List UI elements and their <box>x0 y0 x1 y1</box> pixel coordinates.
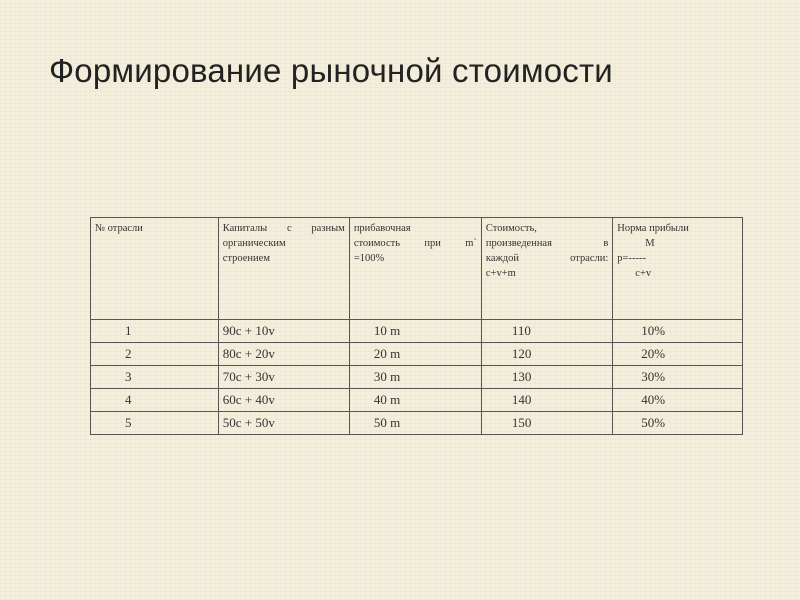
header-capital-line-2: органическим <box>222 238 286 249</box>
header-produced-line-3: каждой отрасли: <box>485 253 609 264</box>
table-row <box>91 412 743 435</box>
cell-surplus: 20 m <box>349 343 481 366</box>
table-header-row <box>91 218 743 320</box>
header-capital <box>218 218 349 320</box>
cell-capital: 70c + 30v <box>218 366 349 389</box>
header-produced-line-1: Стоимость, <box>485 223 537 234</box>
header-capital-line-3: строением <box>222 253 270 264</box>
header-industry-number-text: № отрасли <box>95 223 143 234</box>
cell-cost: 110 <box>481 320 612 343</box>
table-row <box>91 366 743 389</box>
cell-capital: 60c + 40v <box>218 389 349 412</box>
cell-profit-rate: 30% <box>613 366 743 389</box>
cell-cost: 130 <box>481 366 612 389</box>
cell-cost: 140 <box>481 389 612 412</box>
cell-industry-number: 4 <box>91 389 219 412</box>
header-surplus-line-3: =100% <box>353 253 385 264</box>
header-profit-rate <box>613 218 743 320</box>
cell-profit-rate: 40% <box>613 389 743 412</box>
cell-capital: 90c + 10v <box>218 320 349 343</box>
header-surplus-value <box>349 218 481 320</box>
cell-surplus: 40 m <box>349 389 481 412</box>
cell-capital: 80c + 20v <box>218 343 349 366</box>
header-rate-line-4: c+v <box>635 268 652 279</box>
cell-industry-number: 5 <box>91 412 219 435</box>
header-produced-line-4: c+v+m <box>485 268 516 279</box>
cell-cost: 120 <box>481 343 612 366</box>
cell-capital: 50c + 50v <box>218 412 349 435</box>
table-row <box>91 343 743 366</box>
cell-profit-rate: 50% <box>613 412 743 435</box>
cell-surplus: 30 m <box>349 366 481 389</box>
table-row <box>91 320 743 343</box>
cell-surplus: 10 m <box>349 320 481 343</box>
header-rate-line-3: p=----- <box>617 253 646 264</box>
header-capital-line-1: Капиталы с разным <box>222 223 345 234</box>
table-row <box>91 389 743 412</box>
header-rate-line-1: Норма прибыли <box>617 223 689 234</box>
cell-industry-number: 1 <box>91 320 219 343</box>
header-surplus-line-1: прибавочная <box>353 223 411 234</box>
header-produced-line-2: произведенная в <box>485 238 609 249</box>
cell-profit-rate: 10% <box>613 320 743 343</box>
slide-title: Формирование рыночной стоимости <box>49 52 613 89</box>
cell-industry-number: 3 <box>91 366 219 389</box>
cell-industry-number: 2 <box>91 343 219 366</box>
header-rate-line-2: M <box>645 238 655 249</box>
header-surplus-line-2: стоимость при m` <box>353 238 477 249</box>
cell-cost: 150 <box>481 412 612 435</box>
cell-surplus: 50 m <box>349 412 481 435</box>
profit-rate-table <box>90 217 743 435</box>
cell-profit-rate: 20% <box>613 343 743 366</box>
header-produced-value <box>481 218 612 320</box>
header-industry-number <box>91 218 219 320</box>
